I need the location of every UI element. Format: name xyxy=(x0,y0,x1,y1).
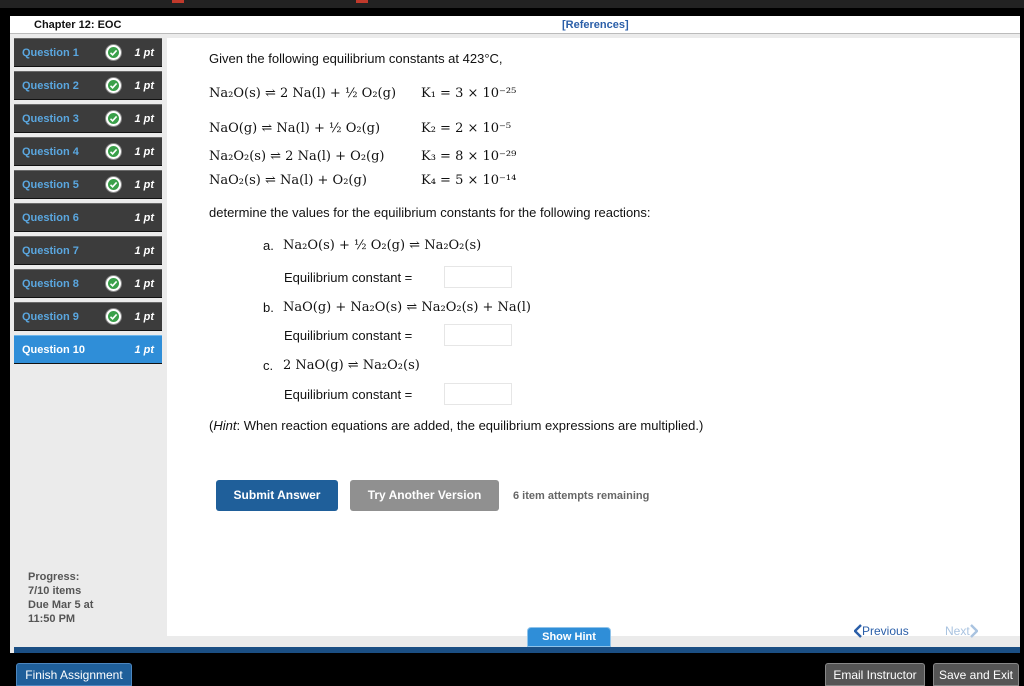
question-label: Question 6 xyxy=(22,212,79,224)
question-points: 1 pt xyxy=(134,278,154,290)
sidebar-item-question-9[interactable] xyxy=(14,302,162,331)
equation-4: NaO₂(s) ⇌ Na(l) + O₂(g) xyxy=(209,173,367,188)
question-label: Question 10 xyxy=(22,344,85,356)
question-points: 1 pt xyxy=(134,113,154,125)
due-date-line2: 11:50 PM xyxy=(28,613,76,625)
part-a-letter: a. xyxy=(263,238,274,253)
sidebar-item-question-2[interactable] xyxy=(14,71,162,100)
question-points: 1 pt xyxy=(134,179,154,191)
k4-constant: K₄ = 5 × 10⁻¹⁴ xyxy=(421,173,517,188)
submit-answer-button[interactable]: Submit Answer xyxy=(216,480,338,511)
part-c-answer-input[interactable] xyxy=(444,383,512,405)
chevron-left-icon xyxy=(854,624,862,638)
sidebar-item-question-5[interactable] xyxy=(14,170,162,199)
question-points: 1 pt xyxy=(134,146,154,158)
next-label: Next xyxy=(945,624,970,638)
hint-word: Hint xyxy=(213,418,237,433)
part-b-letter: b. xyxy=(263,300,274,315)
part-b-reaction: NaO(g) + Na₂O(s) ⇌ Na₂O₂(s) + Na(l) xyxy=(283,300,531,315)
hint-body: : When reaction equations are added, the equilibrium expressions are multiplied.) xyxy=(236,418,704,433)
references-link[interactable]: [References] xyxy=(562,19,629,31)
chevron-right-icon xyxy=(970,624,978,638)
part-b-answer-label: Equilibrium constant = xyxy=(284,328,413,343)
part-a-answer-input[interactable] xyxy=(444,266,512,288)
equation-1: Na₂O(s) ⇌ 2 Na(l) + ½ O₂(g) xyxy=(209,86,397,101)
question-label: Question 9 xyxy=(22,311,79,323)
question-label: Question 5 xyxy=(22,179,79,191)
top-strip-marker xyxy=(172,0,184,3)
previous-label: Previous xyxy=(862,624,909,638)
checkmark-icon xyxy=(105,308,122,325)
question-points: 1 pt xyxy=(134,245,154,257)
part-c-answer-label: Equilibrium constant = xyxy=(284,387,413,402)
k3-constant: K₃ = 8 × 10⁻²⁹ xyxy=(421,149,517,164)
email-instructor-button[interactable]: Email Instructor xyxy=(825,663,925,686)
footer-bar xyxy=(0,653,1024,686)
question-label: Question 1 xyxy=(22,47,79,59)
sidebar-item-question-10[interactable] xyxy=(14,335,162,364)
part-a-answer-label: Equilibrium constant = xyxy=(284,270,413,285)
chapter-title: Chapter 12: EOC xyxy=(34,19,122,31)
question-panel xyxy=(167,38,1020,636)
question-label: Question 7 xyxy=(22,245,79,257)
question-points: 1 pt xyxy=(134,47,154,59)
checkmark-icon xyxy=(105,275,122,292)
hint-text: (Hint: When reaction equations are added, the equilibrium expressions are multiplied.) xyxy=(209,418,704,433)
sidebar-item-question-7[interactable] xyxy=(14,236,162,265)
progress-block xyxy=(28,570,93,626)
progress-label: Progress: xyxy=(28,571,80,583)
browser-top-strip xyxy=(0,0,1024,8)
next-link[interactable] xyxy=(945,624,978,638)
sidebar-item-question-4[interactable] xyxy=(14,137,162,166)
checkmark-icon xyxy=(105,143,122,160)
assignment-frame xyxy=(10,16,1020,656)
question-label: Question 3 xyxy=(22,113,79,125)
question-prompt: determine the values for the equilibrium constants for the following reactions: xyxy=(209,205,651,220)
part-b-answer-input[interactable] xyxy=(444,324,512,346)
progress-value: 7/10 items xyxy=(28,585,82,597)
part-c-reaction: 2 NaO(g) ⇌ Na₂O₂(s) xyxy=(283,358,420,373)
question-points: 1 pt xyxy=(134,212,154,224)
question-label: Question 4 xyxy=(22,146,79,158)
attempts-remaining: 6 item attempts remaining xyxy=(513,490,650,502)
question-intro: Given the following equilibrium constants at 423°C, xyxy=(209,51,503,66)
k1-constant: K₁ = 3 × 10⁻²⁵ xyxy=(421,86,517,101)
sidebar-item-question-3[interactable] xyxy=(14,104,162,133)
top-strip-marker xyxy=(356,0,368,3)
question-points: 1 pt xyxy=(134,344,154,356)
question-sidebar xyxy=(14,38,164,658)
due-date-line1: Due Mar 5 at xyxy=(28,599,94,611)
previous-link[interactable] xyxy=(854,624,909,638)
question-points: 1 pt xyxy=(134,80,154,92)
checkmark-icon xyxy=(105,77,122,94)
finish-assignment-button[interactable]: Finish Assignment xyxy=(16,663,132,686)
sidebar-item-question-6[interactable] xyxy=(14,203,162,232)
title-bar xyxy=(10,16,1020,34)
sidebar-item-question-8[interactable] xyxy=(14,269,162,298)
checkmark-icon xyxy=(105,110,122,127)
part-a-reaction: Na₂O(s) + ½ O₂(g) ⇌ Na₂O₂(s) xyxy=(283,238,482,253)
part-c-letter: c. xyxy=(263,358,274,373)
checkmark-icon xyxy=(105,44,122,61)
question-label: Question 2 xyxy=(22,80,79,92)
save-and-exit-button[interactable]: Save and Exit xyxy=(933,663,1019,686)
k2-constant: K₂ = 2 × 10⁻⁵ xyxy=(421,121,512,136)
show-hint-button[interactable]: Show Hint xyxy=(527,627,611,647)
try-another-version-button[interactable]: Try Another Version xyxy=(350,480,499,511)
checkmark-icon xyxy=(105,176,122,193)
equation-3: Na₂O₂(s) ⇌ 2 Na(l) + O₂(g) xyxy=(209,149,385,164)
question-points: 1 pt xyxy=(134,311,154,323)
sidebar-item-question-1[interactable] xyxy=(14,38,162,67)
question-label: Question 8 xyxy=(22,278,79,290)
equation-2: NaO(g) ⇌ Na(l) + ½ O₂(g) xyxy=(209,121,381,136)
